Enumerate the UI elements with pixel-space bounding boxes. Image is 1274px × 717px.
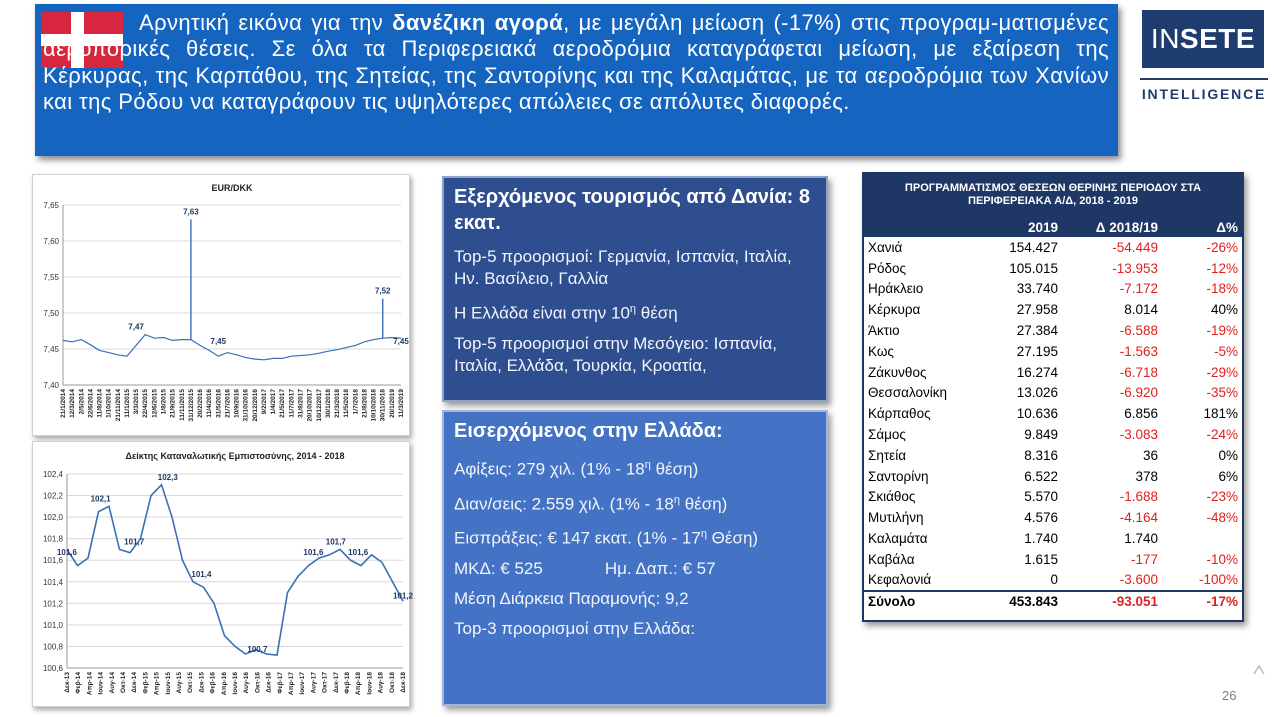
x-tick-label: 11/3/2019: [398, 389, 405, 418]
x-tick-label: 10/9/2016: [233, 389, 241, 418]
y-tick-label: 7,45: [43, 345, 59, 354]
outbound-top5: Top-5 προορισμοί: Γερμανία, Ισπανία, Ιταλία, Ην. Βασίλειο, Γαλλία: [454, 247, 792, 288]
outbound-tourism-panel: [442, 176, 828, 402]
inbound-daily-spend: Ημ. Δαπ.: € 57: [604, 558, 716, 578]
data-label: 101,4: [191, 569, 212, 579]
x-tick-label: 11/5/2018: [343, 389, 351, 418]
airport-cell: Κάρπαθος: [868, 406, 931, 422]
table-row: [864, 362, 1242, 383]
delta-pct-cell: -23%: [1206, 489, 1238, 505]
x-tick-label: 22/4/2015: [142, 389, 150, 418]
x-tick-label: Απρ-17: [288, 672, 295, 696]
seats-2019-cell: 1.615: [1024, 551, 1058, 567]
outbound-greece-rank: Η Ελλάδα είναι στην $10^\eta$ θέση: [454, 303, 678, 323]
data-label: 101,6: [348, 548, 369, 558]
headline-post: , με μεγάλη μείωση (-17%) στις προγραμ-ματισμένες αεροπορικές θέσεις. Σε όλα τα Περιφερειακά αεροδρόμια καταγράφεται μείωση, με εξαίρεση της Κέρκυρας, της Καρπάθου, της Σητείας, της Σαντορίνης και της Καλαμάτας, με τα αεροδρόμια των Χανίων και της Ρόδου να καταγράφουν τις υψηλότερες απώλειες σε απόλυτες διαφορές.: [43, 10, 1110, 115]
delta-pct-cell: -48%: [1206, 510, 1238, 526]
inbound-spend: [454, 558, 816, 580]
x-tick-label: 30/1/2018: [324, 389, 332, 418]
data-label: 102,1: [90, 494, 111, 504]
data-label: 101,6: [303, 548, 324, 558]
x-tick-label: Απρ-16: [220, 672, 228, 696]
delta-cell: -54.449: [1112, 239, 1158, 255]
logo-sete: SETE: [1179, 23, 1256, 54]
x-tick-label: Ιουν-17: [299, 672, 307, 695]
x-tick-label: 1/10/2014: [105, 389, 113, 418]
delta-cell: 6.856: [1124, 406, 1158, 422]
corner-arrow-icon: [1252, 664, 1266, 676]
table-row: [864, 237, 1242, 258]
airport-cell: Κέρκυρα: [868, 302, 921, 318]
x-tick-label: Απρ-14: [86, 672, 94, 696]
table-row: [864, 445, 1242, 466]
delta-cell: 8.014: [1124, 302, 1158, 318]
seat-programming-table: [864, 218, 1242, 611]
table-row: [864, 466, 1242, 487]
x-tick-label: Ιουν-18: [366, 672, 374, 695]
delta-cell: -6.920: [1119, 385, 1158, 401]
delta-pct-cell: -5%: [1213, 343, 1238, 359]
logo-subtitle: INTELLIGENCE: [1140, 78, 1268, 104]
x-tick-label: 12/6/2015: [151, 389, 159, 418]
x-tick-label: Οκτ-16: [254, 672, 262, 693]
airport-cell: Κως: [868, 343, 894, 359]
delta-pct-cell: -35%: [1206, 385, 1238, 401]
x-tick-label: 20/12/2016: [251, 389, 259, 422]
x-tick-label: 20/2/2016: [197, 389, 205, 418]
delta-cell: 1.740: [1124, 531, 1158, 547]
table-row: [864, 341, 1242, 362]
x-tick-label: Φεβ-14: [75, 672, 83, 694]
x-tick-label: 20/10/2017: [306, 389, 314, 422]
data-label: 102,3: [157, 472, 178, 482]
delta-pct-cell: -19%: [1206, 323, 1238, 339]
x-tick-label: 21/1/2014: [60, 389, 67, 418]
delta-pct-cell: [1162, 528, 1242, 549]
seats-2019-cell: 4.576: [1024, 510, 1058, 526]
x-tick-label: 10/10/2018: [370, 389, 378, 422]
x-tick-label: Αυγ-17: [310, 672, 318, 694]
delta-cell: 378: [1135, 468, 1158, 484]
y-tick-label: 101,8: [42, 534, 63, 544]
inbound-title: Εισερχόμενος στην Ελλάδα:: [454, 420, 723, 442]
y-tick-label: 100,6: [42, 664, 63, 673]
delta-cell: -1.563: [1119, 343, 1158, 359]
consumer-confidence-chart: [33, 442, 414, 708]
x-tick-label: Ιουν-14: [97, 672, 105, 695]
airport-cell: Καλαμάτα: [868, 531, 928, 547]
x-tick-label: Δεκ-17: [332, 672, 340, 693]
delta-cell: -177: [1130, 551, 1158, 567]
outbound-mediterranean: Top-5 προορισμοί στην Μεσόγειο: Ισπανία, Ιταλία, Ελλάδα, Τουρκία, Κροατία,: [454, 333, 777, 375]
x-tick-label: Δεκ-14: [131, 672, 139, 693]
delta-pct-cell: -24%: [1206, 427, 1238, 443]
airport-cell: Χανιά: [868, 239, 903, 255]
x-tick-label: 1/4/2017: [270, 389, 278, 415]
x-tick-label: 1/8/2015: [160, 389, 168, 415]
x-tick-label: Ιουν-15: [164, 672, 172, 695]
delta-pct-cell: 40%: [1210, 302, 1238, 318]
y-tick-label: 7,65: [43, 201, 59, 210]
inbound-top3: Top-3 προορισμοί στην Ελλάδα:: [454, 618, 696, 638]
delta-pct-cell: -12%: [1206, 260, 1238, 276]
inbound-tourism-panel: [442, 410, 828, 706]
page-number: 26: [1222, 688, 1237, 703]
x-tick-label: 20/1/2019: [388, 389, 396, 418]
table-row: [864, 320, 1242, 341]
seats-2019-cell: 105.015: [1009, 260, 1058, 276]
table-row: [864, 299, 1242, 320]
delta-cell: -13.953: [1112, 260, 1158, 276]
x-tick-label: 10/12/2017: [315, 389, 323, 422]
chart-title: EUR/DKK: [211, 183, 253, 193]
seats-2019-cell: 13.026: [1016, 385, 1058, 401]
data-label: 101,2: [392, 591, 414, 601]
airport-cell: Σαντορίνη: [868, 468, 929, 484]
y-tick-label: 101,4: [42, 577, 63, 587]
eur-dkk-chart-panel: [32, 174, 410, 436]
inbound-stay: Μέση Διάρκεια Παραμονής: 9,2: [454, 588, 689, 608]
airport-cell: Θεσσαλονίκη: [868, 385, 948, 401]
table-row: [864, 258, 1242, 279]
data-label: 7,45: [393, 337, 409, 346]
x-tick-label: 21/7/2016: [224, 389, 232, 418]
airport-cell: Μυτιλήνη: [868, 510, 924, 526]
seats-2019-cell: 0: [1050, 572, 1058, 588]
y-tick-label: 101,2: [42, 599, 63, 609]
delta-pct-cell: 6%: [1218, 468, 1238, 484]
delta-pct-cell: 0%: [1218, 447, 1238, 463]
headline-banner: [35, 4, 1118, 156]
seats-2019-cell: 16.274: [1016, 364, 1058, 380]
y-tick-label: 7,50: [43, 309, 59, 318]
x-tick-label: Δεκ-18: [400, 672, 407, 693]
seats-2019-cell: 27.384: [1016, 323, 1058, 339]
delta-cell: -6.718: [1119, 364, 1158, 380]
x-tick-label: 21/11/2014: [114, 389, 122, 422]
x-tick-label: Δεκ-13: [64, 672, 71, 693]
x-tick-label: Αυγ-16: [243, 672, 251, 694]
seats-2019-cell: 10.636: [1016, 406, 1058, 422]
x-tick-label: 12/3/2014: [69, 389, 77, 418]
table-row: [864, 279, 1242, 300]
total-label: Σύνολο: [864, 591, 982, 612]
series-line: [67, 485, 403, 655]
airport-cell: Ρόδος: [868, 260, 907, 276]
logo-in: IN: [1150, 23, 1180, 54]
x-tick-label: 1/7/2018: [352, 389, 360, 415]
inbound-mkd: ΜΚΔ: € 525: [454, 558, 543, 578]
table-row: [864, 424, 1242, 445]
seats-2019-cell: 9.849: [1024, 427, 1058, 443]
x-tick-label: 9/2/2017: [260, 389, 268, 415]
seats-2019-cell: 8.316: [1024, 447, 1058, 463]
seats-2019-cell: 5.570: [1024, 489, 1058, 505]
x-tick-label: Δεκ-15: [198, 672, 206, 693]
inbound-nights: Διαν/σεις: 2.559 χιλ. ($1\% - 18^\eta$ θέση): [454, 493, 728, 514]
seats-2019-cell: 1.740: [1024, 531, 1058, 547]
x-tick-label: Αυγ-15: [176, 672, 183, 694]
x-tick-label: Ιουν-16: [232, 672, 239, 695]
y-tick-label: 101,6: [42, 556, 63, 566]
delta-pct-cell: -29%: [1206, 364, 1238, 380]
x-tick-label: Οκτ-15: [187, 672, 195, 693]
total-2019: 453.843: [982, 591, 1062, 612]
y-tick-label: 7,40: [43, 381, 59, 390]
headline-market: δανέζικη αγορά: [392, 10, 564, 35]
airport-cell: Κεφαλονιά: [868, 572, 932, 588]
header-delta-pct: Δ%: [1162, 218, 1242, 237]
delta-pct-cell: -18%: [1206, 281, 1238, 297]
table-total-row: [864, 591, 1242, 612]
table-row: [864, 549, 1242, 570]
x-tick-label: Αυγ-18: [377, 672, 385, 694]
x-tick-label: 11/8/2014: [96, 389, 104, 418]
airport-cell: Ζάκυνθος: [868, 364, 927, 380]
total-delta: -93.051: [1062, 591, 1162, 612]
header-2019: 2019: [982, 218, 1062, 237]
x-tick-label: Φεβ-16: [209, 672, 217, 694]
headline-pre: Αρνητική εικόνα για την: [139, 10, 393, 35]
total-delta-pct: -17%: [1162, 591, 1242, 612]
airport-cell: Σάμος: [868, 427, 906, 443]
data-label: 7,63: [183, 207, 199, 217]
table-title: ΠΡΟΓΡΑΜΜΑΤΙΣΜΟΣ ΘΕΣΕΩΝ ΘΕΡΙΝΗΣ ΠΕΡΙΟΔΟΥ ΣΤΑ ΠΕΡΙΦΕΡΕΙΑΚΑ Α/Δ, 2018 - 2019: [864, 174, 1242, 218]
logo-wordmark: [1142, 10, 1264, 68]
x-tick-label: 11/11/2015: [178, 389, 186, 421]
insete-logo: [1140, 6, 1268, 106]
delta-pct-cell: 181%: [1203, 406, 1238, 422]
airport-cell: Ηράκλειο: [868, 281, 924, 297]
x-tick-label: 31/10/2016: [242, 389, 250, 422]
x-tick-label: 21/8/2018: [361, 389, 369, 418]
inbound-arrivals: Αφίξεις: 279 χιλ. ($1\% - 18^\eta$ θέση): [454, 459, 699, 479]
seats-2019-cell: 154.427: [1009, 239, 1058, 255]
delta-pct-cell: -26%: [1206, 239, 1238, 255]
delta-cell: 36: [1142, 447, 1158, 463]
table-header-row: [864, 218, 1242, 237]
data-label: 101,6: [56, 548, 78, 558]
x-tick-label: 31/5/2016: [215, 389, 223, 418]
series-line: [63, 335, 401, 360]
y-tick-label: 102,2: [42, 491, 63, 501]
x-tick-label: Οκτ-14: [120, 672, 127, 693]
data-label: 7,47: [128, 322, 144, 332]
x-tick-label: 22/6/2014: [87, 389, 95, 418]
seats-2019-cell: 33.740: [1016, 281, 1058, 297]
headline-text: [43, 10, 1109, 116]
x-tick-label: 21/9/2015: [169, 389, 177, 418]
delta-pct-cell: -100%: [1198, 572, 1238, 588]
y-tick-label: 7,60: [43, 237, 59, 246]
x-tick-label: Δεκ-16: [265, 672, 273, 693]
y-tick-label: 7,55: [43, 273, 59, 282]
seats-2019-cell: 27.195: [1016, 343, 1058, 359]
table-row: [864, 507, 1242, 528]
airport-cell: Καβάλα: [868, 551, 915, 567]
delta-pct-cell: -10%: [1206, 551, 1238, 567]
x-tick-label: Οκτ-18: [388, 672, 396, 693]
x-tick-label: 21/3/2018: [334, 389, 342, 418]
data-label: 7,45: [210, 337, 227, 346]
consumer-confidence-chart-panel: [32, 441, 414, 707]
x-tick-label: 11/7/2017: [288, 389, 296, 418]
airport-cell: Άκτιο: [868, 323, 900, 339]
x-tick-label: Φεβ-17: [276, 672, 284, 694]
x-tick-label: 3/3/2015: [133, 389, 141, 415]
seats-2019-cell: 6.522: [1024, 468, 1058, 484]
data-label: 101,7: [325, 537, 346, 547]
data-label: 7,52: [374, 286, 391, 296]
x-tick-label: 30/11/2018: [379, 389, 387, 422]
airport-cell: Σκιάθος: [868, 489, 916, 505]
y-tick-label: 102,0: [42, 513, 63, 523]
x-tick-label: Οκτ-17: [321, 672, 329, 693]
eur-dkk-chart: [33, 175, 411, 437]
delta-cell: -6.588: [1119, 323, 1158, 339]
seats-2019-cell: 27.958: [1016, 302, 1058, 318]
inbound-receipts: Εισπράξεις: € 147 εκατ. ($1\% - 17^\eta$ Θέση): [454, 528, 759, 548]
delta-cell: -1.688: [1119, 489, 1158, 505]
data-label: 100,7: [247, 645, 268, 655]
delta-cell: -3.083: [1119, 427, 1158, 443]
table-row: [864, 528, 1242, 549]
x-tick-label: 31/8/2017: [297, 389, 305, 418]
y-tick-label: 100,8: [42, 642, 63, 652]
table-row: [864, 487, 1242, 508]
table-row: [864, 403, 1242, 424]
x-tick-label: 11/1/2015: [123, 389, 131, 418]
y-tick-label: 102,4: [42, 470, 63, 479]
x-tick-label: Αυγ-14: [108, 672, 116, 694]
x-tick-label: Απρ-18: [355, 672, 363, 696]
x-tick-label: Απρ-15: [153, 672, 161, 696]
table-row: [864, 570, 1242, 591]
y-tick-label: 101,0: [42, 620, 63, 630]
data-label: 101,7: [124, 537, 145, 547]
delta-cell: -7.172: [1119, 281, 1158, 297]
x-tick-label: 2/5/2014: [78, 389, 86, 415]
delta-cell: -4.164: [1119, 510, 1158, 526]
table-row: [864, 383, 1242, 404]
chart-title: Δείκτης Καταναλωτικής Εμπιστοσύνης, 2014 - 2018: [125, 451, 345, 461]
delta-cell: -3.600: [1119, 572, 1158, 588]
outbound-title: Εξερχόμενος τουρισμός από Δανία: 8 εκατ.: [454, 186, 811, 234]
x-tick-label: Φεβ-18: [344, 672, 351, 694]
header-airport: [864, 218, 982, 237]
x-tick-label: Φεβ-15: [142, 672, 150, 694]
header-delta: Δ 2018/19: [1062, 218, 1162, 237]
seat-programming-table-panel: [862, 172, 1244, 622]
x-tick-label: 21/5/2017: [279, 389, 287, 418]
x-tick-label: 11/4/2016: [206, 389, 214, 418]
airport-cell: Σητεία: [868, 447, 907, 463]
x-tick-label: 31/12/2015: [187, 389, 195, 422]
